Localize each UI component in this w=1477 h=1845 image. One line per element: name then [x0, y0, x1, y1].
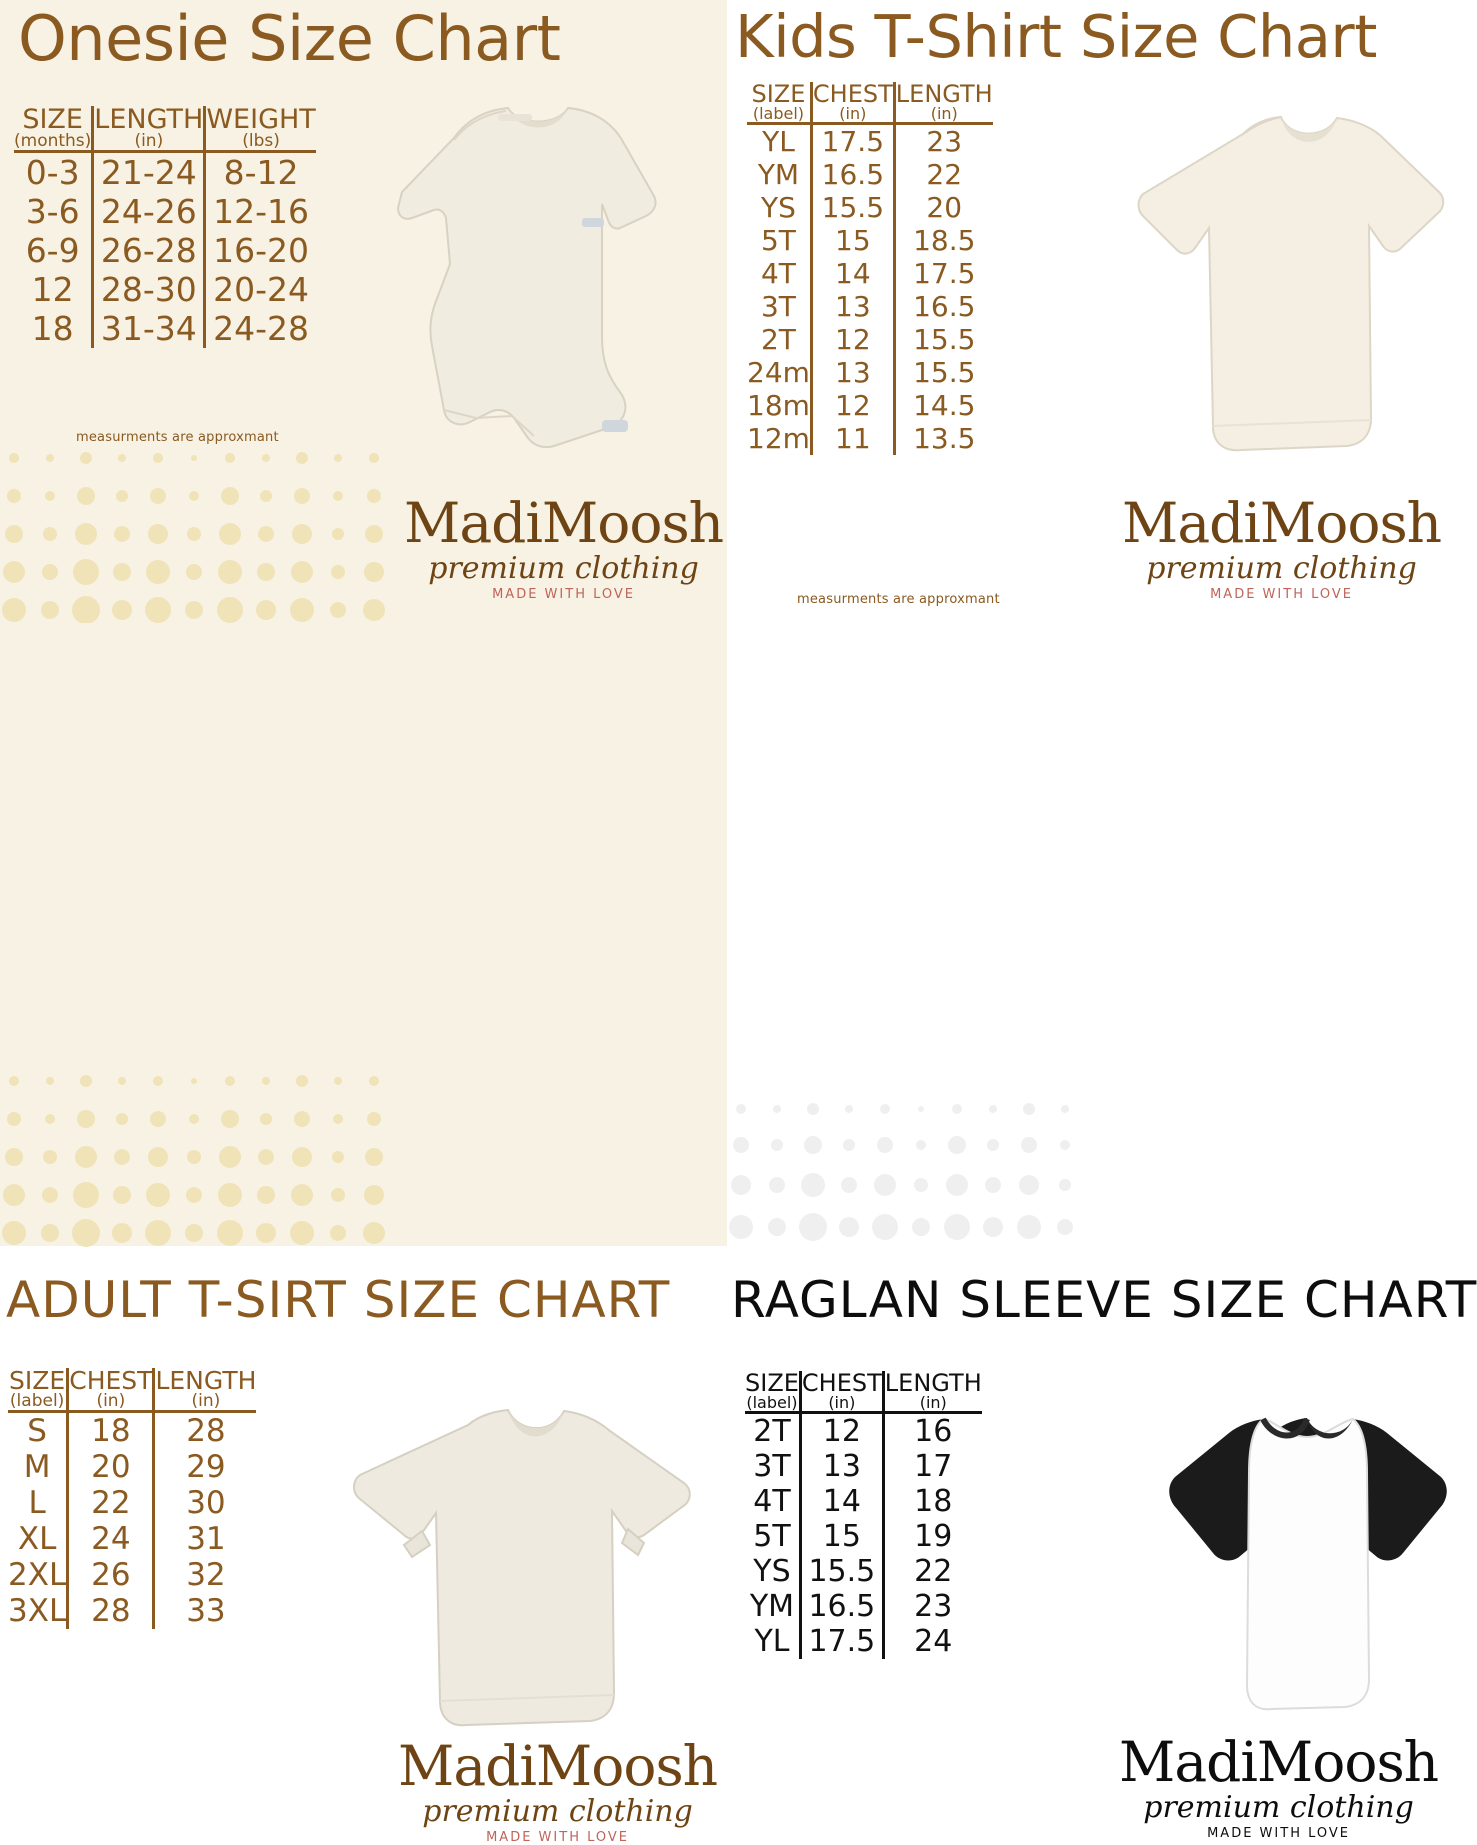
header-size: SIZE (label) [9, 1366, 66, 1411]
cell-chest: 22 [68, 1485, 154, 1521]
cell-chest: 16.5 [811, 158, 894, 191]
dot-pattern-decoration [0, 1063, 430, 1246]
cell-size: 12 [31, 270, 74, 309]
cell-size: YL [762, 125, 795, 158]
table-row [14, 270, 316, 309]
cell-chest: 17.5 [811, 124, 894, 159]
panel-onesie [0, 0, 727, 623]
cell-chest: 15 [800, 1519, 883, 1554]
cell-size: 18m [747, 389, 810, 422]
header-chest: CHEST (in) [812, 80, 893, 123]
header-chest: CHEST (in) [69, 1366, 153, 1411]
panel-adult [0, 623, 727, 1845]
header-weight: WEIGHT (lbs) [206, 104, 316, 151]
table-row [8, 1593, 256, 1629]
brand-made-with-love: MADE WITH LOVE [1207, 1826, 1350, 1841]
table-row [747, 191, 993, 224]
panel-kids [727, 0, 1445, 623]
cell-size: 4T [753, 1484, 791, 1519]
cell-length: 17.5 [894, 257, 992, 290]
cell-length: 24-26 [93, 192, 205, 231]
brand-name: MadiMoosh [1122, 491, 1442, 555]
cell-size: 3T [760, 290, 796, 323]
brand-made-with-love: MADE WITH LOVE [1210, 587, 1353, 602]
kids-tshirt-image [1125, 108, 1455, 488]
cell-size: 3-6 [25, 192, 80, 231]
table-header-row [8, 1368, 256, 1412]
cell-chest: 14 [811, 257, 894, 290]
cell-chest: 24 [68, 1521, 154, 1557]
table-row [745, 1519, 982, 1554]
table-row [14, 192, 316, 231]
table-row [8, 1485, 256, 1521]
cell-size: 3T [753, 1449, 791, 1484]
raglan-size-table [745, 1371, 982, 1659]
cell-length: 20 [894, 191, 992, 224]
cell-length: 15.5 [894, 356, 992, 389]
brand-logo [1119, 1730, 1439, 1841]
header-size: SIZE (label) [745, 1369, 799, 1412]
cell-chest: 12 [811, 323, 894, 356]
cell-chest: 15 [811, 224, 894, 257]
table-row [8, 1412, 256, 1450]
cell-length: 29 [154, 1449, 256, 1485]
table-header-row [14, 106, 316, 152]
header-length: LENGTH (in) [884, 1369, 982, 1412]
table-row [747, 158, 993, 191]
table-row [14, 152, 316, 193]
cell-weight: 16-20 [205, 231, 316, 270]
kids-size-table [747, 82, 993, 455]
cell-chest: 20 [68, 1449, 154, 1485]
cell-size: 2XL [8, 1557, 67, 1593]
adult-size-table [8, 1368, 256, 1629]
cell-size: YM [757, 158, 800, 191]
cell-size: 24m [747, 356, 810, 389]
brand-name: MadiMoosh [398, 1734, 718, 1798]
cell-length: 22 [883, 1554, 981, 1589]
cell-chest: 17.5 [800, 1624, 883, 1659]
cell-size: 6-9 [25, 231, 80, 270]
table-row [14, 309, 316, 348]
header-length: LENGTH (in) [94, 104, 204, 151]
table-row [745, 1589, 982, 1624]
onesie-size-table [14, 106, 316, 348]
table-row [745, 1624, 982, 1659]
table-row [8, 1449, 256, 1485]
cell-chest: 11 [811, 422, 894, 455]
brand-made-with-love: MADE WITH LOVE [492, 587, 635, 602]
cell-size: 0-3 [25, 153, 80, 192]
adult-tshirt-image [338, 1403, 698, 1753]
panel-title-onesie: Onesie Size Chart [18, 2, 561, 75]
cell-length: 16 [883, 1413, 981, 1450]
cell-length: 14.5 [894, 389, 992, 422]
cell-length: 26-28 [93, 231, 205, 270]
table-row [747, 290, 993, 323]
cell-size: 12m [747, 422, 810, 455]
cell-weight: 20-24 [205, 270, 316, 309]
cell-size: 5T [760, 224, 796, 257]
measurement-note: measurments are approxmant [797, 592, 1000, 607]
table-row [745, 1449, 982, 1484]
cell-size: YL [754, 1624, 790, 1659]
brand-made-with-love: MADE WITH LOVE [486, 1830, 629, 1845]
cell-length: 33 [154, 1593, 256, 1629]
cell-size: 18 [31, 309, 74, 348]
cell-size: L [28, 1485, 46, 1521]
header-size: SIZE (label) [751, 80, 806, 123]
cell-chest: 16.5 [800, 1589, 883, 1624]
brand-tagline: premium clothing [1146, 551, 1417, 586]
cell-size: 3XL [8, 1593, 67, 1629]
table-row [747, 124, 993, 159]
raglan-shirt-image [1157, 1413, 1457, 1743]
header-size: SIZE (months) [14, 104, 92, 151]
dot-pattern-decoration [727, 1093, 1157, 1246]
cell-length: 22 [894, 158, 992, 191]
table-row [747, 257, 993, 290]
baby-onesie-image [358, 100, 698, 460]
panel-title-adult: ADULT T-SIRT SIZE CHART [6, 1271, 671, 1329]
cell-chest: 18 [68, 1412, 154, 1450]
cell-length: 18.5 [894, 224, 992, 257]
table-row [8, 1521, 256, 1557]
cell-chest: 15.5 [800, 1554, 883, 1589]
brand-name: MadiMoosh [404, 491, 724, 555]
table-row [8, 1557, 256, 1593]
cell-weight: 12-16 [205, 192, 316, 231]
cell-size: 4T [760, 257, 796, 290]
measurement-note: measurments are approxmant [76, 430, 279, 445]
header-length: LENGTH (in) [895, 80, 993, 123]
table-row [14, 231, 316, 270]
cell-length: 17 [883, 1449, 981, 1484]
cell-size: 5T [753, 1519, 791, 1554]
cell-size: S [27, 1413, 47, 1449]
brand-name: MadiMoosh [1119, 1730, 1439, 1794]
cell-length: 32 [154, 1557, 256, 1593]
brand-tagline: premium clothing [428, 551, 699, 586]
cell-size: YS [761, 191, 796, 224]
cell-length: 23 [883, 1589, 981, 1624]
header-length: LENGTH (in) [155, 1366, 257, 1411]
cell-length: 23 [894, 124, 992, 159]
brand-logo [398, 1734, 718, 1845]
panel-title-raglan: RAGLAN SLEEVE SIZE CHART [731, 1271, 1477, 1329]
cell-chest: 13 [800, 1449, 883, 1484]
brand-tagline: premium clothing [422, 1794, 693, 1829]
table-row [747, 422, 993, 455]
cell-size: M [23, 1449, 51, 1485]
cell-size: YS [753, 1554, 791, 1589]
cell-size: 2T [753, 1414, 791, 1449]
table-row [747, 389, 993, 422]
cell-length: 15.5 [894, 323, 992, 356]
cell-length: 19 [883, 1519, 981, 1554]
cell-chest: 12 [811, 389, 894, 422]
cell-size: XL [17, 1521, 57, 1557]
cell-length: 31 [154, 1521, 256, 1557]
cell-chest: 15.5 [811, 191, 894, 224]
table-row [747, 356, 993, 389]
cell-length: 18 [883, 1484, 981, 1519]
cell-chest: 26 [68, 1557, 154, 1593]
table-header-row [745, 1371, 982, 1413]
cell-chest: 13 [811, 290, 894, 323]
header-chest: CHEST (in) [801, 1369, 882, 1412]
brand-logo [1122, 491, 1442, 602]
cell-chest: 12 [800, 1413, 883, 1450]
cell-length: 16.5 [894, 290, 992, 323]
brand-logo [404, 491, 724, 602]
cell-weight: 24-28 [205, 309, 316, 348]
table-row [745, 1413, 982, 1450]
cell-length: 30 [154, 1485, 256, 1521]
cell-chest: 14 [800, 1484, 883, 1519]
cell-size: 2T [760, 323, 796, 356]
cell-length: 24 [883, 1624, 981, 1659]
dot-pattern-decoration [0, 440, 430, 623]
table-row [747, 224, 993, 257]
panel-raglan [727, 623, 1477, 1841]
brand-tagline: premium clothing [1143, 1790, 1414, 1825]
cell-size: YM [749, 1589, 795, 1624]
table-row [745, 1484, 982, 1519]
cell-length: 21-24 [93, 152, 205, 193]
cell-chest: 28 [68, 1593, 154, 1629]
cell-length: 13.5 [894, 422, 992, 455]
cell-length: 28 [154, 1412, 256, 1450]
table-row [745, 1554, 982, 1589]
cell-weight: 8-12 [205, 152, 316, 193]
table-row [747, 323, 993, 356]
cell-chest: 13 [811, 356, 894, 389]
table-header-row [747, 82, 993, 124]
panel-title-kids: Kids T-Shirt Size Chart [735, 2, 1377, 71]
cell-length: 31-34 [93, 309, 205, 348]
cell-length: 28-30 [93, 270, 205, 309]
